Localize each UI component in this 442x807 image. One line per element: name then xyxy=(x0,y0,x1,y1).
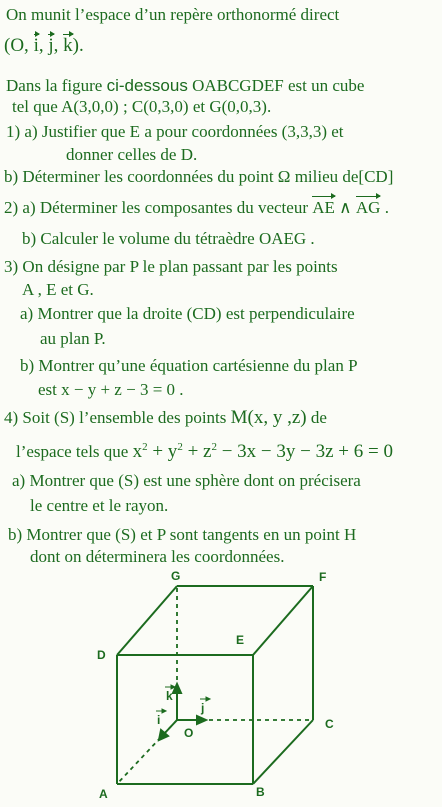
label-j: j xyxy=(201,701,205,715)
edge-OA-hidden xyxy=(117,720,177,784)
q4-b-line-2: dont on déterminera les coordonnées. xyxy=(30,547,285,566)
edge-EF xyxy=(253,586,313,655)
edge-BC xyxy=(253,720,313,784)
q3-a-line-2: au plan P. xyxy=(40,329,106,348)
sphere-equation: $x^2 + y^2 + z^2 - 3x - 3y - 3z + 6 = 0$ xyxy=(132,441,393,462)
q2-a: 2) a) Déterminer les composantes du vecteur AE ∧ AG . xyxy=(4,198,389,217)
statement-line-1: Dans la figure ci-dessous OABCGDEF est un cube xyxy=(6,76,365,95)
statement-line-2: tel que A(3,0,0) ; C(0,3,0) et G(0,0,3). xyxy=(12,97,272,116)
q4-a-line-1: a) Montrer que (S) est une sphère dont on précisera xyxy=(12,471,361,490)
q3-a-line-1: a) Montrer que la droite (CD) est perpendiculaire xyxy=(20,304,355,323)
q3-intro-1: 3) On désigne par P le plan passant par les points xyxy=(4,257,338,276)
label-i: i xyxy=(157,713,161,727)
label-E: E xyxy=(236,633,245,647)
vector-j-head xyxy=(197,716,206,724)
q4-a-line-2: le centre et le rayon. xyxy=(30,496,169,515)
edge-DG xyxy=(117,586,177,655)
q4-line-1: 4) Soit (S) l’ensemble des points M(x, y ,z) de xyxy=(4,407,327,428)
label-B: B xyxy=(256,785,265,799)
q3-b-line-2: est x − y + z − 3 = 0 . xyxy=(38,380,184,399)
intro-line-1: On munit l’espace d’un repère orthonormé direct xyxy=(6,5,340,24)
q4-b-line-1: b) Montrer que (S) et P sont tangents en un point H xyxy=(8,525,357,544)
label-C: C xyxy=(325,717,334,731)
label-G: G xyxy=(171,569,181,583)
q2-b: b) Calculer le volume du tétraèdre OAEG . xyxy=(22,229,315,248)
label-F: F xyxy=(319,570,327,584)
q3-intro-2: A , E et G. xyxy=(22,280,94,299)
label-A: A xyxy=(99,787,108,801)
vector-k-head xyxy=(173,684,181,693)
label-D: D xyxy=(97,648,106,662)
q1-b: b) Déterminer les coordonnées du point Ω milieu de[CD] xyxy=(4,167,394,186)
vector-i-head xyxy=(159,730,168,740)
label-O: O xyxy=(184,726,194,740)
q4-line-2: l’espace tels que $x^2 + y^2 + z^2 - 3x - 3y - 3z + 6 = 0$ xyxy=(16,441,393,462)
vector-i xyxy=(163,720,177,735)
frame-notation: (O, i, j, k). xyxy=(4,35,84,56)
label-k: k xyxy=(166,689,173,703)
q1-a-line-2: donner celles de D. xyxy=(66,145,198,164)
q1-a-line-1: 1) a) Justifier que E a pour coordonnées (3,3,3) et xyxy=(6,122,344,141)
q3-b-line-1: b) Montrer qu’une équation cartésienne du plan P xyxy=(20,356,358,375)
